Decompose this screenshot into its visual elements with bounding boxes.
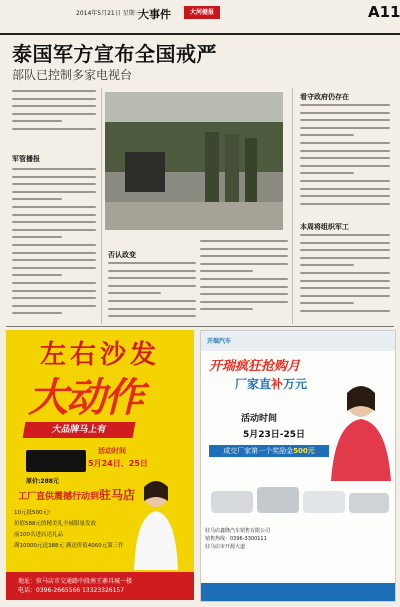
ad-car-graphics <box>201 371 395 527</box>
subhead-3: 本周将组织军工 <box>300 223 349 231</box>
text-line <box>12 176 96 178</box>
text-line <box>12 90 96 92</box>
text-line <box>300 234 390 236</box>
ad-sofa-ribbon: 大品牌马上有 <box>23 422 136 438</box>
text-line <box>200 293 288 295</box>
text-line <box>300 203 390 205</box>
text-line <box>12 120 62 122</box>
text-line <box>300 119 390 121</box>
store-name: 驻马店 <box>99 488 136 502</box>
text-line <box>300 104 390 106</box>
product-image <box>26 450 86 472</box>
text-line <box>200 240 288 242</box>
pull-quote: 否认政变 <box>108 251 136 259</box>
column-rule <box>101 88 102 324</box>
text-line <box>300 272 390 274</box>
text-line <box>108 277 196 279</box>
ad-car-title: 开瑞疯狂抢购月 <box>209 359 301 374</box>
subheadline: 部队已控制多家电视台 <box>12 68 133 82</box>
text-line <box>200 308 253 310</box>
promo-item: 前100名进店送礼品 <box>14 532 63 538</box>
text-line <box>300 242 390 244</box>
event-label: 活动时间 <box>98 447 126 455</box>
ad-sofa[interactable] <box>6 330 194 600</box>
ad-sofa-title: 左右沙发 <box>39 340 160 370</box>
page-number: A11 <box>368 3 400 21</box>
headline: 泰国军方宣布全国戒严 <box>12 42 217 66</box>
text-line <box>300 157 390 159</box>
text-line <box>12 191 96 193</box>
text-line <box>12 128 96 130</box>
section-title: 大事件 <box>138 8 171 21</box>
ad-sofa-slogan: 大动作 <box>28 374 142 421</box>
text-line <box>200 255 288 257</box>
text-line <box>300 142 390 144</box>
car-icon <box>211 491 253 513</box>
price-tag: 原价:288元 <box>26 478 59 485</box>
ad-car-topbar <box>201 331 395 351</box>
store-phone: 电话：0396-2665566 13323326157 <box>18 587 125 594</box>
text-line <box>300 257 390 259</box>
text-line <box>12 229 96 231</box>
event-dates: 5月24日、25日 <box>88 459 148 468</box>
text-line <box>12 244 96 246</box>
text-line <box>108 292 161 294</box>
page-header <box>0 0 400 35</box>
car-icon <box>303 491 345 513</box>
text-line <box>12 236 62 238</box>
text-line <box>12 282 96 284</box>
text-line <box>12 221 96 223</box>
text-line <box>108 270 196 272</box>
text-line <box>12 105 96 107</box>
text-line <box>108 308 196 310</box>
text-line <box>300 249 390 251</box>
text-line <box>12 305 96 307</box>
text-line <box>12 259 96 261</box>
promo-item: 10元抵500元! <box>14 510 51 516</box>
contact-bar <box>6 572 194 600</box>
sales-phone: 销售热线：0396-3300111 <box>205 536 267 542</box>
text-line <box>200 278 288 280</box>
text-line <box>108 300 196 302</box>
text-line <box>108 262 196 264</box>
text-line <box>12 168 96 170</box>
text-line <box>12 113 96 115</box>
text-line <box>300 150 390 152</box>
text-line <box>300 127 390 129</box>
text-line <box>12 290 96 292</box>
text-line <box>300 280 390 282</box>
text-line <box>200 263 288 265</box>
text-line <box>300 165 390 167</box>
text-line <box>300 302 354 304</box>
news-photo <box>105 92 283 230</box>
text-line <box>12 274 62 276</box>
text-line <box>12 267 96 269</box>
subhead-2: 看守政府仍存在 <box>300 93 349 101</box>
text-line <box>300 195 390 197</box>
text-line <box>12 206 96 208</box>
promo-item: 满10000元送388元 满送价值4060元第三件 <box>14 543 124 549</box>
ad-car-footer <box>201 583 395 601</box>
text-line <box>12 183 96 185</box>
text-line <box>300 188 390 190</box>
text-line <box>300 112 390 114</box>
paper-logo: 大河健报 <box>184 6 220 19</box>
store-line <box>18 486 135 503</box>
car-icon <box>257 487 299 513</box>
text-line <box>200 248 288 250</box>
gift-amount: 500元 <box>293 447 315 455</box>
text-line <box>200 270 253 272</box>
text-line <box>12 312 62 314</box>
store-address: 地址：驻马店市交通路中段南王寨具城一楼 <box>18 578 133 585</box>
dealer-info <box>205 527 391 581</box>
text-line <box>300 310 390 312</box>
subtitle-highlight: 补 <box>271 377 284 391</box>
text-line <box>12 214 96 216</box>
promo-item: 价值588元的精美礼全城限量发放 <box>14 521 96 527</box>
text-line <box>12 297 96 299</box>
ad-divider <box>6 326 394 327</box>
issue-date: 2014年5月21日 星期三 <box>76 10 141 17</box>
text-line <box>108 285 196 287</box>
gift-prefix: 成交厂家第一个奖励金 <box>223 447 294 455</box>
text-line <box>300 172 354 174</box>
car-event-dates: 5月23日-25日 <box>243 430 306 440</box>
car-brand: 开瑞汽车 <box>207 338 232 345</box>
subtitle-a: 厂家直 <box>235 377 272 391</box>
column-rule <box>292 88 293 324</box>
text-line <box>12 252 96 254</box>
ad-car[interactable] <box>200 330 396 602</box>
text-line <box>12 198 62 200</box>
text-line <box>200 301 288 303</box>
promo-list <box>14 508 124 552</box>
car-event-label: 活动时间 <box>241 414 278 424</box>
dealer-name: 驻马店鑫隆汽车销售有限公司 <box>205 528 271 534</box>
dealer-address: 驻马店市开源大道 <box>205 544 246 550</box>
subtitle-b: 万元 <box>283 377 308 391</box>
text-line <box>300 295 390 297</box>
store-line-prefix: 工厂直供震撼行动到 <box>18 492 100 502</box>
car-icon <box>349 493 389 513</box>
text-line <box>12 98 96 100</box>
model-photo <box>126 475 186 570</box>
text-line <box>200 286 288 288</box>
text-line <box>300 287 390 289</box>
text-line <box>300 264 354 266</box>
text-line <box>108 315 196 317</box>
text-line <box>300 180 390 182</box>
subhead-1: 军管播报 <box>12 155 40 163</box>
text-line <box>300 134 354 136</box>
